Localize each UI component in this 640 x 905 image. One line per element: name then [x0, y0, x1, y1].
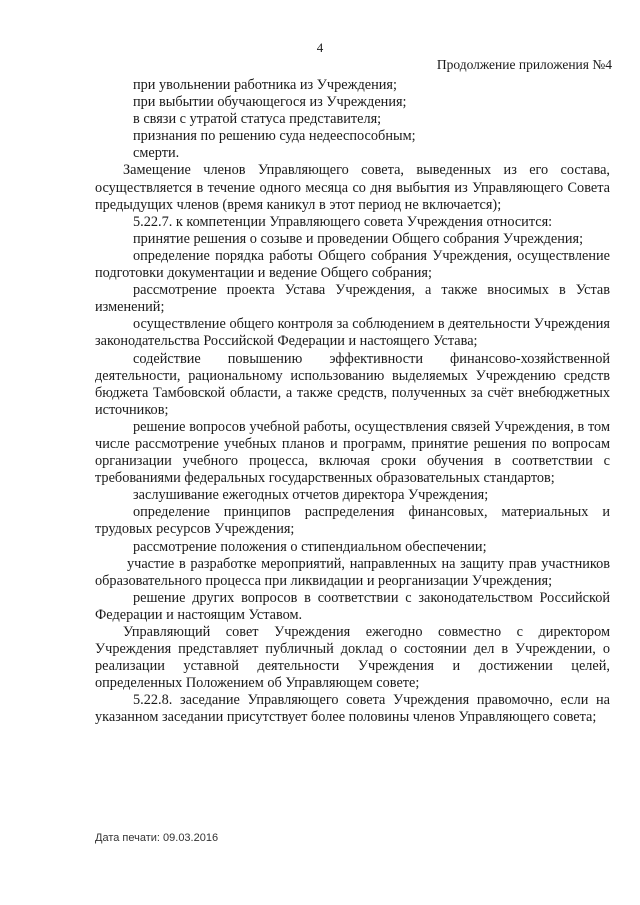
page-number: 4	[316, 40, 324, 55]
paragraph: 5.22.7. к компетенции Управляющего совета Учреждения относится:	[133, 213, 553, 230]
paragraph: принятие решения о созыве и проведении Общего собрания Учреждения;	[133, 230, 584, 247]
paragraph: заслушивание ежегодных отчетов директора Учреждения;	[133, 487, 489, 504]
paragraph: Управляющий совет Учреждения ежегодно совместно с директором Учреждения представляет публичный доклад о состоянии дел в Учреждении, о реализации уставной деятельности Учреждения и достижении целей, определенных Положением об Управляющем совете;	[95, 624, 610, 692]
paragraph: участие в разработке мероприятий, направленных на защиту прав участников образовательного процесса при ликвидации и реорганизации Учреждения;	[95, 555, 610, 589]
paragraph: рассмотрение положения о стипендиальном обеспечении;	[133, 538, 487, 555]
paragraph: определение порядка работы Общего собрания Учреждения, осуществление подготовки документации и ведение Общего собрания;	[95, 247, 610, 282]
paragraph: при выбытии обучающегося из Учреждения;	[133, 94, 407, 111]
paragraph: содействие повышению эффективности финансово-хозяйственной деятельности, рациональному использованию выделяемых Учреждению средств бюджета Тамбовской области, а также средств, полученных за счёт внебюджетных источников;	[95, 350, 610, 418]
paragraph: признания по решению суда недееспособным;	[133, 128, 416, 145]
paragraph: смерти.	[133, 145, 180, 162]
paragraph: определение принципов распределения финансовых, материальных и трудовых ресурсов Учреждения;	[95, 504, 610, 538]
paragraph: решение вопросов учебной работы, осуществления связей Учреждения, в том числе рассмотрение учебных планов и программ, принятие решения по вопросам организации учебного процесса, включая сроки обучения в соответствии с требованиями федеральных государственных образовательных стандартов;	[95, 418, 610, 487]
paragraph: в связи с утратой статуса представителя;	[133, 111, 382, 128]
paragraph: при увольнении работника из Учреждения;	[133, 77, 397, 93]
paragraph: Замещение членов Управляющего совета, выведенных из его состава, осуществляется в течение одного месяца со дня выбытия из Управляющего Совета предыдущих членов (время каникул в этот период не включается);	[95, 162, 610, 213]
document-body	[95, 77, 610, 727]
paragraph: рассмотрение проекта Устава Учреждения, а также вносимых в Устав изменений;	[95, 282, 610, 316]
appendix-caption: Продолжение приложения №4	[436, 57, 612, 72]
paragraph: осуществление общего контроля за соблюдением в деятельности Учреждения законодательства Российской Федерации и настоящего Устава;	[95, 316, 610, 350]
print-date: Дата печати: 09.03.2016	[95, 832, 219, 844]
paragraph: 5.22.8. заседание Управляющего совета Учреждения правомочно, если на указанном заседании присутствует более половины членов Управляющего совета;	[95, 692, 610, 726]
paragraph: решение других вопросов в соответствии с законодательством Российской Федерации и настоящим Уставом.	[95, 589, 610, 623]
